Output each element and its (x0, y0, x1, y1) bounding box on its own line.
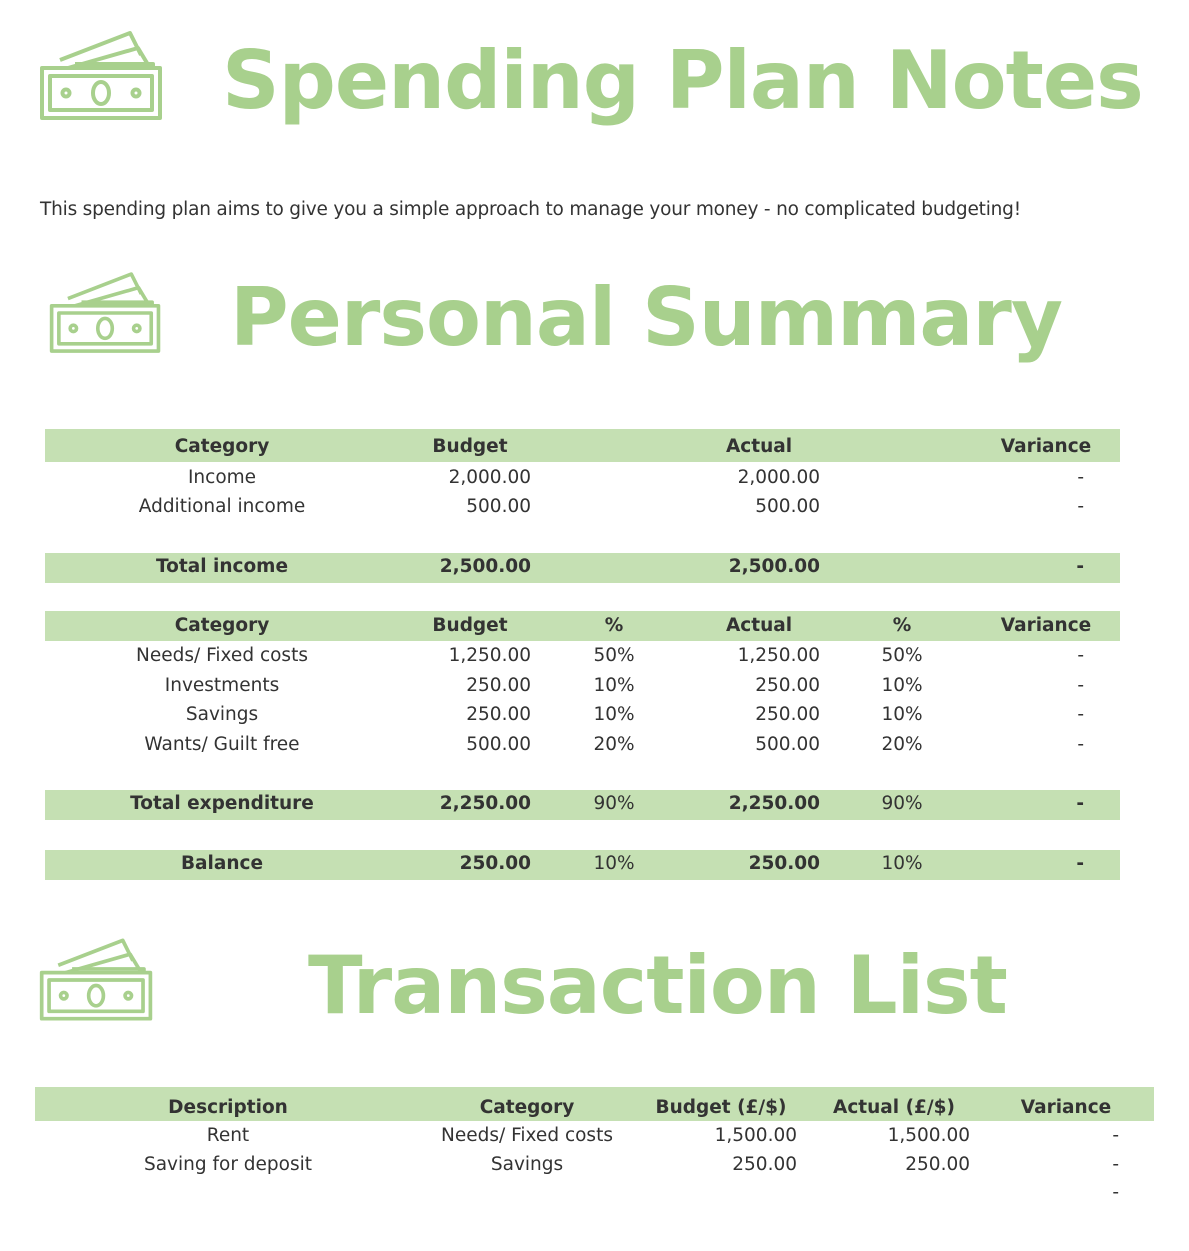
page-title: Spending Plan Notes (222, 34, 1143, 127)
row-variance: - (1077, 675, 1084, 696)
row-variance: - (1112, 1182, 1119, 1203)
column-header-budget-percent: % (604, 615, 624, 636)
row-actual-percent: 10% (881, 675, 923, 696)
row-budget-percent: 50% (593, 645, 635, 666)
column-header-variance: Variance (1000, 615, 1092, 636)
money-notes-icon (38, 937, 155, 1023)
column-header-category: Category (174, 436, 270, 457)
row-budget: 1,500.00 (714, 1125, 797, 1146)
row-category: Savings (185, 704, 259, 725)
row-category: Needs/ Fixed costs (441, 1125, 613, 1146)
column-header-budget: Budget (£/$) (655, 1097, 787, 1118)
row-budget-percent: 20% (593, 734, 635, 755)
row-description: Saving for deposit (143, 1154, 313, 1175)
row-budget: 250.00 (732, 1154, 797, 1175)
row-actual: 500.00 (755, 734, 820, 755)
total-income-actual: 2,500.00 (728, 556, 820, 577)
column-header-actual-percent: % (892, 615, 912, 636)
row-budget: 250.00 (466, 675, 531, 696)
column-header-budget: Budget (432, 436, 508, 457)
row-actual-percent: 50% (881, 645, 923, 666)
row-actual: 2,000.00 (737, 467, 820, 488)
total-expenditure-budget: 2,250.00 (439, 793, 531, 814)
row-actual: 1,250.00 (737, 645, 820, 666)
row-actual-percent: 10% (881, 704, 923, 725)
row-category: Wants/ Guilt free (144, 734, 300, 755)
balance-actual: 250.00 (748, 853, 820, 874)
section-heading-personal-summary: Personal Summary (230, 271, 1063, 364)
row-actual: 250.00 (755, 704, 820, 725)
total-income-label: Total income (156, 556, 288, 577)
row-budget: 250.00 (466, 704, 531, 725)
row-budget: 500.00 (466, 734, 531, 755)
total-expenditure-label: Total expenditure (130, 793, 314, 814)
column-header-variance: Variance (1020, 1097, 1112, 1118)
money-notes-icon (38, 30, 165, 122)
balance-actual-percent: 10% (881, 853, 923, 874)
column-header-actual: Actual (725, 436, 793, 457)
column-header-description: Description (168, 1097, 288, 1118)
row-actual: 250.00 (905, 1154, 970, 1175)
row-budget: 2,000.00 (448, 467, 531, 488)
row-variance: - (1077, 496, 1084, 517)
row-variance: - (1112, 1125, 1119, 1146)
row-category: Income (187, 467, 257, 488)
row-actual: 500.00 (755, 496, 820, 517)
row-variance: - (1077, 467, 1084, 488)
total-expenditure-actual-percent: 90% (881, 793, 923, 814)
total-expenditure-variance: - (1076, 793, 1084, 814)
balance-variance: - (1076, 853, 1084, 874)
row-budget-percent: 10% (593, 704, 635, 725)
row-actual: 250.00 (755, 675, 820, 696)
intro-text: This spending plan aims to give you a simple approach to manage your money - no complicated budgeting! (40, 199, 1021, 220)
column-header-actual: Actual (£/$) (833, 1097, 955, 1118)
row-category: Savings (490, 1154, 564, 1175)
row-variance: - (1112, 1154, 1119, 1175)
column-header-category: Category (479, 1097, 575, 1118)
column-header-budget: Budget (432, 615, 508, 636)
row-variance: - (1077, 734, 1084, 755)
column-header-category: Category (174, 615, 270, 636)
row-variance: - (1077, 704, 1084, 725)
row-variance: - (1077, 645, 1084, 666)
row-budget: 1,250.00 (448, 645, 531, 666)
total-expenditure-budget-percent: 90% (593, 793, 635, 814)
row-description: Rent (206, 1125, 250, 1146)
balance-budget: 250.00 (459, 853, 531, 874)
balance-label: Balance (180, 853, 264, 874)
column-header-actual: Actual (725, 615, 793, 636)
row-category: Investments (164, 675, 280, 696)
balance-budget-percent: 10% (593, 853, 635, 874)
row-budget: 500.00 (466, 496, 531, 517)
row-budget-percent: 10% (593, 675, 635, 696)
row-actual-percent: 20% (881, 734, 923, 755)
row-category: Needs/ Fixed costs (136, 645, 308, 666)
row-actual: 1,500.00 (887, 1125, 970, 1146)
column-header-variance: Variance (1000, 436, 1092, 457)
section-heading-transaction-list: Transaction List (308, 939, 1007, 1032)
row-category: Additional income (138, 496, 306, 517)
total-expenditure-actual: 2,250.00 (728, 793, 820, 814)
total-income-variance: - (1076, 556, 1084, 577)
money-notes-icon (48, 268, 163, 358)
total-income-budget: 2,500.00 (439, 556, 531, 577)
